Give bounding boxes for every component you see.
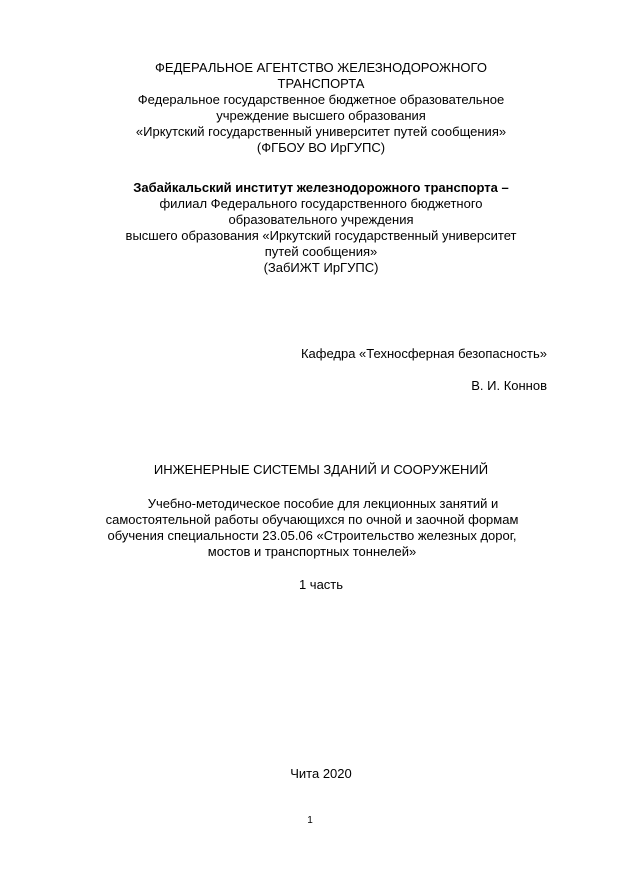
institute-line-1: филиал Федерального государственного бюджетного (159, 196, 483, 211)
page-number: 1 (307, 815, 313, 826)
university-abbr: (ФГБОУ ВО ИрГУПС) (256, 140, 386, 155)
department-name: Кафедра «Техносферная безопасность» (300, 346, 547, 361)
institute-block (0, 180, 620, 276)
institute-line-4: путей сообщения» (264, 244, 378, 259)
document-title: ИНЖЕНЕРНЫЕ СИСТЕМЫ ЗДАНИЙ И СООРУЖЕНИЙ (153, 462, 489, 477)
description-line-1: Учебно-методическое пособие для лекционных занятий и (147, 496, 499, 511)
university-line-2: учреждение высшего образования (216, 108, 426, 123)
description-line-2: самостоятельной работы обучающихся по очной и заочной формам (105, 512, 519, 527)
agency-line-2: ТРАНСПОРТА (277, 76, 365, 91)
university-line-3: «Иркутский государственный университет путей сообщения» (135, 124, 507, 139)
institute-line-3: высшего образования «Иркутский государственный университет (125, 228, 517, 243)
institute-title: Забайкальский институт железнодорожного транспорта – (133, 180, 509, 195)
agency-header (0, 60, 620, 156)
part-label: 1 часть (298, 577, 344, 592)
university-line-1: Федеральное государственное бюджетное образовательное (137, 92, 505, 107)
author-name: В. И. Коннов (471, 378, 547, 393)
institute-line-2: образовательного учреждения (228, 212, 414, 227)
description-line-4: мостов и транспортных тоннелей» (207, 544, 417, 559)
city-year: Чита 2020 (290, 766, 352, 781)
document-description (0, 496, 620, 560)
institute-abbr: (ЗабИЖТ ИрГУПС) (263, 260, 379, 275)
agency-line-1: ФЕДЕРАЛЬНОЕ АГЕНТСТВО ЖЕЛЕЗНОДОРОЖНОГО (155, 60, 487, 75)
description-line-3: обучения специальности 23.05.06 «Строительство железных дорог, (107, 528, 517, 543)
